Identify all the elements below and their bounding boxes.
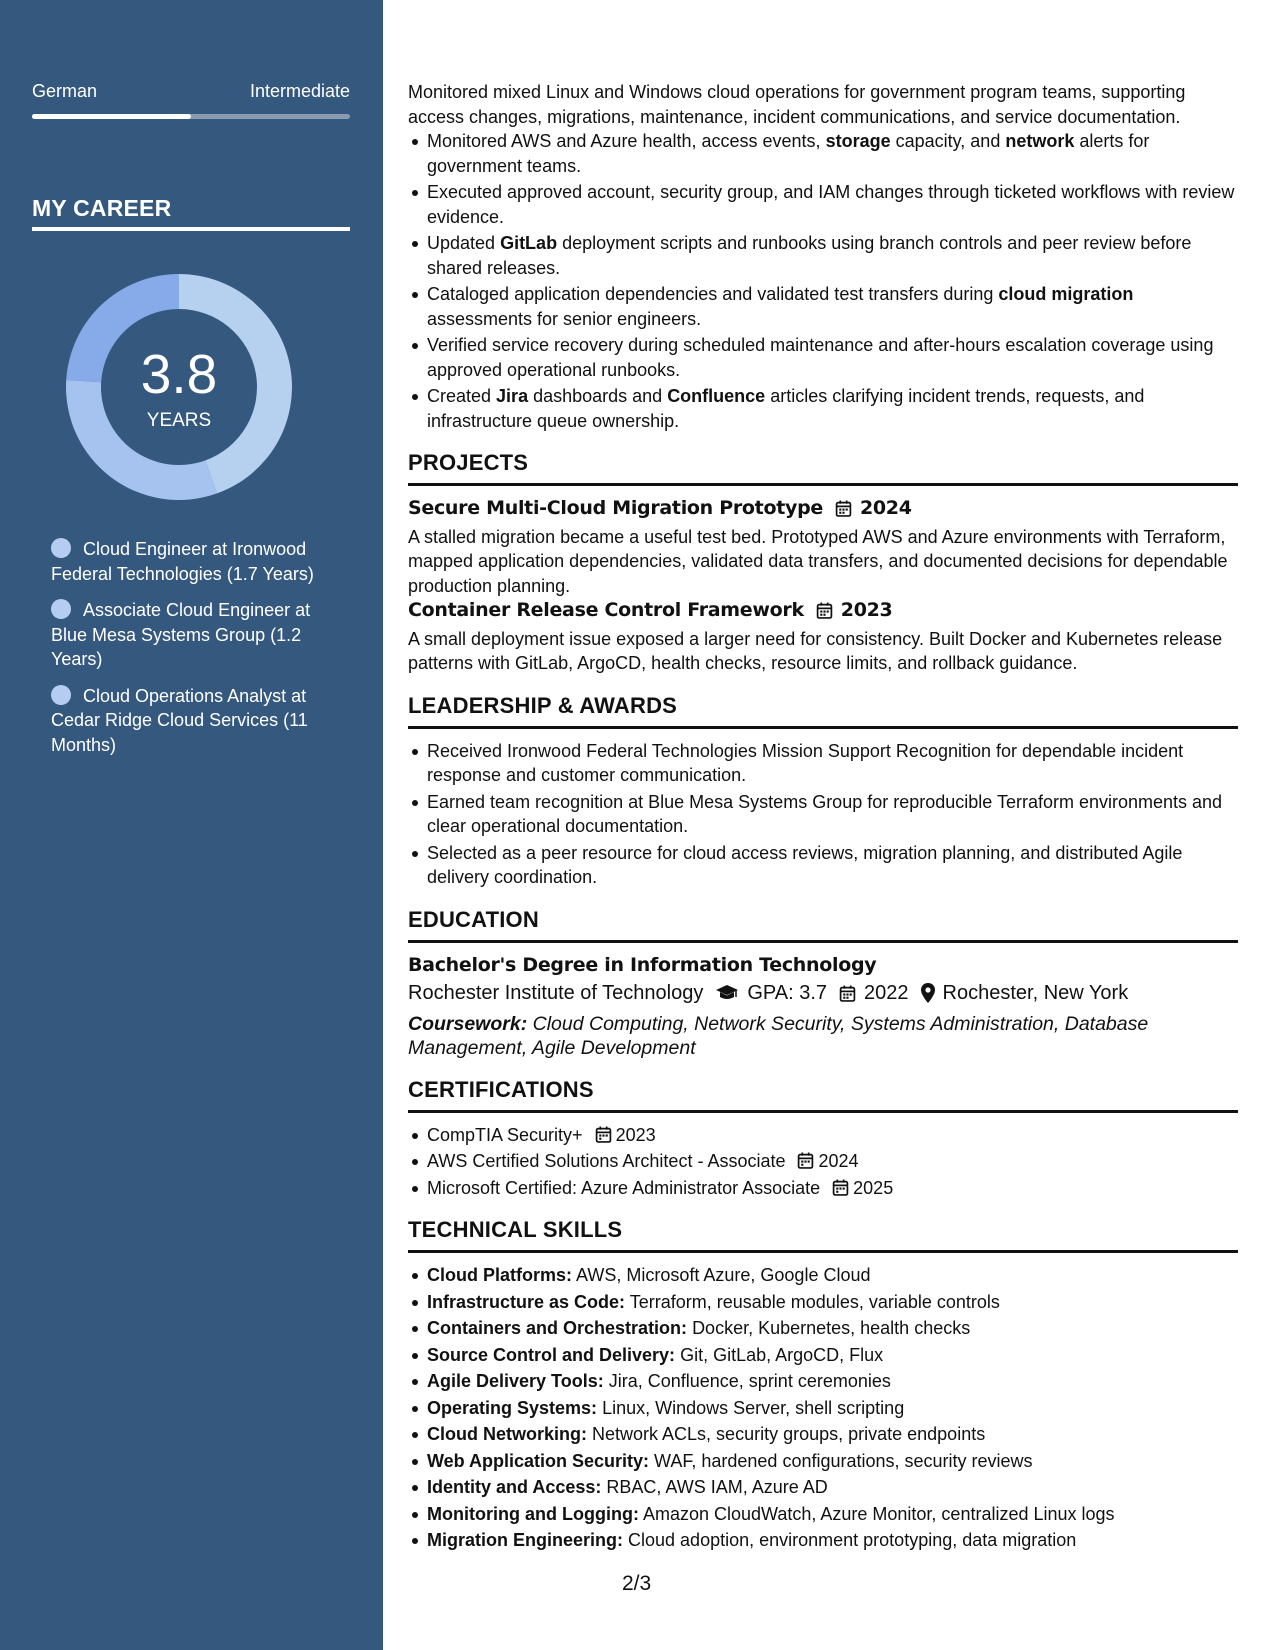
- skill-label: Monitoring and Logging:: [427, 1503, 639, 1524]
- calendar-icon: [797, 1152, 814, 1169]
- skill-label: Migration Engineering:: [427, 1530, 623, 1550]
- skill-label: Agile Delivery Tools:: [427, 1371, 604, 1391]
- project-item: [408, 598, 1238, 676]
- skill-value: Linux, Windows Server, shell scripting: [602, 1397, 905, 1418]
- section-rule: [408, 940, 1238, 943]
- certification-item: Microsoft Certified: Azure Administrator Associate 2025: [427, 1176, 1238, 1201]
- experience-bullet: Cataloged application dependencies and validated test transfers during cloud migration assessments for senior engineers.: [427, 282, 1238, 331]
- skill-item: [427, 1528, 1238, 1553]
- education-gpa: GPA: 3.7: [747, 982, 828, 1004]
- education-year: 2022: [864, 982, 909, 1004]
- career-total-unit: YEARS: [146, 410, 212, 431]
- skill-label: Identity and Access:: [427, 1477, 602, 1497]
- skill-label: Cloud Networking:: [427, 1424, 587, 1444]
- skills-list: [408, 1263, 1238, 1553]
- project-name: Container Release Control Framework: [408, 599, 804, 621]
- leadership-heading: LEADERSHIP & AWARDS: [408, 692, 678, 718]
- project-description: A stalled migration became a useful test bed. Prototyped AWS and Azure environments with Terraform, mapped application dependencies, validated data transfers, and documented decisions for dependable production planning.: [408, 526, 1228, 596]
- leadership-item: Earned team recognition at Blue Mesa Systems Group for reproducible Terraform environments and clear operational documentation.: [427, 790, 1238, 839]
- graduation-cap-icon: [715, 984, 739, 1002]
- career-dot-icon: [51, 599, 71, 619]
- skill-item: [427, 1502, 1238, 1527]
- language-proficiency-bar: [32, 114, 350, 119]
- career-heading: MY CAREER: [32, 195, 172, 221]
- certification-item: AWS Certified Solutions Architect - Associate 2024: [427, 1149, 1238, 1174]
- leadership-item: Received Ironwood Federal Technologies Mission Support Recognition for dependable incident response and customer communication.: [427, 739, 1238, 788]
- projects-section: [408, 449, 1238, 676]
- section-rule: [408, 726, 1238, 729]
- skill-label: Cloud Platforms:: [427, 1265, 573, 1285]
- project-item: [408, 496, 1238, 598]
- project-year: 2023: [840, 599, 893, 621]
- calendar-icon: [816, 602, 833, 619]
- experience-summary: Monitored mixed Linux and Windows cloud operations for government program teams, supporting access changes, migrations, maintenance, incident communications, and service documentation.: [408, 82, 1186, 127]
- skill-item: [427, 1290, 1238, 1315]
- education-school: Rochester Institute of Technology: [408, 982, 704, 1004]
- education-meta: [408, 981, 1238, 1006]
- language-name: German: [32, 81, 98, 101]
- calendar-icon: [595, 1126, 612, 1143]
- language-proficiency-fill: [32, 114, 191, 119]
- education-section: [408, 906, 1238, 1060]
- skill-item: [427, 1316, 1238, 1341]
- leadership-section: [408, 692, 1238, 890]
- skill-item: [427, 1343, 1238, 1368]
- career-item: Cloud Operations Analyst at Cedar Ridge Cloud Services (11 Months): [51, 685, 308, 755]
- skills-heading: TECHNICAL SKILLS: [408, 1217, 623, 1242]
- sidebar: [0, 0, 383, 1650]
- career-list: [51, 537, 351, 769]
- language-level: Intermediate: [249, 81, 350, 101]
- certification-item: CompTIA Security+ 2023: [427, 1123, 1238, 1148]
- skill-label: Web Application Security:: [427, 1450, 650, 1471]
- section-rule: [408, 1250, 1238, 1253]
- skill-label: Operating Systems:: [427, 1397, 598, 1418]
- skill-value: Cloud adoption, environment prototyping, data migration: [628, 1530, 1077, 1550]
- coursework-list: Cloud Computing, Network Security, Systems Administration, Database Management, Agile Development: [408, 1012, 1149, 1059]
- skill-item: [427, 1422, 1238, 1447]
- education-degree: Bachelor's Degree in Information Technology: [408, 953, 877, 976]
- education-heading: EDUCATION: [408, 906, 539, 932]
- calendar-icon: [832, 1179, 849, 1196]
- experience-bullet: Updated GitLab deployment scripts and runbooks using branch controls and peer review before shared releases.: [427, 231, 1238, 280]
- career-dot-icon: [51, 538, 71, 558]
- skill-label: Infrastructure as Code:: [427, 1291, 626, 1312]
- skill-value: RBAC, AWS IAM, Azure AD: [606, 1477, 828, 1497]
- project-description: A small deployment issue exposed a larger need for consistency. Built Docker and Kubernetes release patterns with GitLab, ArgoCD, health checks, resource limits, and rollback guidance.: [408, 628, 1223, 673]
- skill-item: [427, 1263, 1238, 1288]
- education-coursework: [408, 1012, 1238, 1060]
- project-name: Secure Multi-Cloud Migration Prototype: [408, 497, 823, 519]
- project-year: 2024: [859, 497, 912, 519]
- experience-bullet: Created Jira dashboards and Confluence articles clarifying incident trends, requests, and infrastructure queue ownership.: [427, 384, 1238, 433]
- career-item: Associate Cloud Engineer at Blue Mesa Systems Group (1.2 Years): [51, 600, 311, 669]
- experience-bullet: Monitored AWS and Azure health, access events, storage capacity, and network alerts for government teams.: [427, 129, 1238, 178]
- education-location: Rochester, New York: [942, 982, 1129, 1004]
- leadership-list: [408, 739, 1238, 890]
- skill-item: [427, 1396, 1238, 1421]
- section-rule: [408, 483, 1238, 486]
- career-total-value: 3.8: [140, 343, 218, 405]
- experience-bullets: [408, 129, 1238, 433]
- skill-value: Docker, Kubernetes, health checks: [692, 1318, 971, 1338]
- skill-item: [427, 1475, 1238, 1500]
- skill-value: Git, GitLab, ArgoCD, Flux: [680, 1344, 884, 1365]
- skill-value: Network ACLs, security groups, private endpoints: [592, 1424, 986, 1444]
- career-total: [66, 274, 292, 500]
- coursework-label: Coursework:: [408, 1012, 528, 1035]
- location-pin-icon: [921, 983, 935, 1003]
- leadership-item: Selected as a peer resource for cloud access reviews, migration planning, and distributed Agile delivery coordination.: [427, 841, 1238, 890]
- skill-value: Amazon CloudWatch, Azure Monitor, centralized Linux logs: [642, 1503, 1115, 1524]
- skills-section: [408, 1216, 1238, 1553]
- career-item: Cloud Engineer at Ironwood Federal Technologies (1.7 Years): [51, 539, 314, 584]
- experience-bullet: Verified service recovery during scheduled maintenance and after-hours escalation coverage using approved operational runbooks.: [427, 333, 1238, 382]
- projects-heading: PROJECTS: [408, 450, 529, 475]
- section-rule: [408, 1110, 1238, 1113]
- career-heading-rule: [32, 227, 350, 231]
- skill-item: [427, 1449, 1238, 1474]
- certifications-list: [408, 1123, 1238, 1201]
- calendar-icon: [835, 500, 852, 517]
- calendar-icon: [839, 985, 856, 1002]
- certifications-heading: CERTIFICATIONS: [408, 1076, 594, 1102]
- skill-value: Terraform, reusable modules, variable controls: [629, 1291, 1000, 1312]
- skill-item: [427, 1369, 1238, 1394]
- skill-value: WAF, hardened configurations, security reviews: [654, 1450, 1033, 1471]
- skill-value: Jira, Confluence, sprint ceremonies: [608, 1371, 891, 1391]
- main-content: [408, 80, 1238, 1555]
- skill-label: Containers and Orchestration:: [427, 1318, 688, 1338]
- career-dot-icon: [51, 685, 71, 705]
- page-number: 2/3: [622, 1572, 652, 1595]
- skill-label: Source Control and Delivery:: [427, 1344, 676, 1365]
- certifications-section: [408, 1076, 1238, 1201]
- experience-bullet: Executed approved account, security group, and IAM changes through ticketed workflows with review evidence.: [427, 180, 1238, 229]
- skill-value: AWS, Microsoft Azure, Google Cloud: [576, 1265, 871, 1285]
